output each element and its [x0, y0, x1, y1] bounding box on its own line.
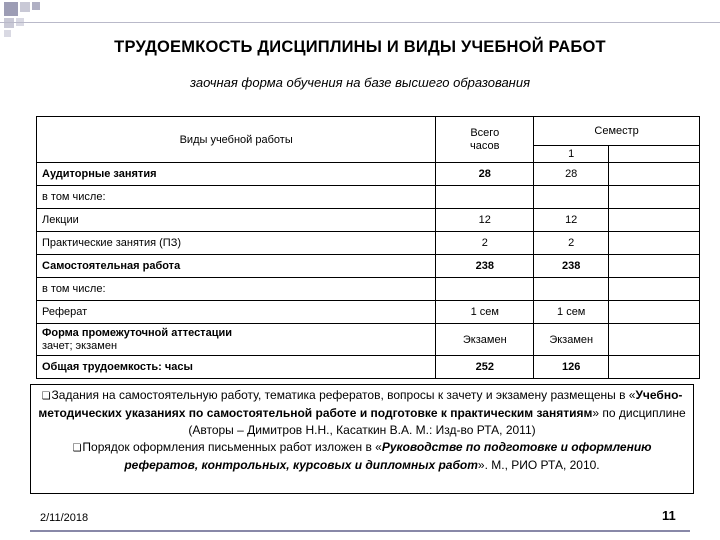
row-sem: 1 сем [534, 301, 609, 324]
row-label: Лекции [37, 209, 436, 232]
row-total: 1 сем [436, 301, 534, 324]
checkbox-bullet-icon: ❏ [41, 391, 51, 402]
note-2-text-b: Руководстве по подготовке и оформлению рефератов, контрольных, курсовых и дипломных работ [124, 440, 652, 472]
header-rule [0, 22, 720, 23]
row-empty [609, 232, 700, 255]
row-empty [609, 255, 700, 278]
row-sem: 12 [534, 209, 609, 232]
row-label: Реферат [37, 301, 436, 324]
table-row [37, 278, 700, 301]
row-empty [609, 186, 700, 209]
row-sem [534, 278, 609, 301]
row-total: 12 [436, 209, 534, 232]
header-semester-num: 1 [534, 146, 609, 163]
page-subtitle: заочная форма обучения на базе высшего образования [189, 75, 531, 90]
table-row [37, 186, 700, 209]
header-total-line1: Всего [470, 126, 500, 139]
note-paragraph-2 [34, 439, 690, 474]
header-total-line2: часов [470, 139, 500, 152]
table-row [37, 255, 700, 278]
table-row [37, 232, 700, 255]
row-sem: 126 [534, 356, 609, 379]
row-total [436, 278, 534, 301]
row-empty [609, 356, 700, 379]
header-total [436, 117, 534, 163]
note-2-text-c: ». М., РИО РТА, 2010. [477, 458, 600, 472]
row-total: 238 [436, 255, 534, 278]
table-row [37, 163, 700, 186]
row-empty [609, 278, 700, 301]
note-2-text-a: Порядок оформления письменных работ изложен в « [82, 440, 382, 454]
row-sem: 238 [534, 255, 609, 278]
row-sem [534, 186, 609, 209]
row-total [436, 186, 534, 209]
row-label [37, 324, 436, 356]
table-row [37, 301, 700, 324]
note-1-text-b: Учебно-методических указаниях по самостоятельной работе и подготовке к практическим занятиям [38, 388, 683, 420]
row-empty [609, 301, 700, 324]
workload-table [36, 116, 700, 379]
row-total: Экзамен [436, 324, 534, 356]
header-kind: Виды учебной работы [37, 117, 436, 163]
row-sem: Экзамен [534, 324, 609, 356]
row-total: 2 [436, 232, 534, 255]
row-label: Практические занятия (ПЗ) [37, 232, 436, 255]
page-title: ТРУДОЕМКОСТЬ ДИСЦИПЛИНЫ И ВИДЫ УЧЕБНОЙ РАБОТ [114, 38, 606, 56]
note-1-text-a: Задания на самостоятельную работу, тематика рефератов, вопросы к зачету и экзамену размещены в « [51, 388, 636, 402]
footer-rule [30, 530, 690, 532]
row-label-line2: зачет; экзамен [42, 339, 118, 352]
row-total: 28 [436, 163, 534, 186]
row-label: Аудиторные занятия [37, 163, 436, 186]
row-label-line1: Форма промежуточной аттестации [42, 326, 232, 339]
table-header-row [37, 117, 700, 146]
assignment-note [30, 384, 694, 494]
page-number: 11 [662, 508, 676, 523]
row-sem: 28 [534, 163, 609, 186]
row-label: в том числе: [37, 278, 436, 301]
footer-date: 2/11/2018 [40, 512, 89, 524]
row-label: Самостоятельная работа [37, 255, 436, 278]
header-semester: Семестр [534, 117, 700, 146]
header-empty [609, 146, 700, 163]
table-row [37, 356, 700, 379]
row-empty [609, 163, 700, 186]
row-label: в том числе: [37, 186, 436, 209]
row-label: Общая трудоемкость: часы [37, 356, 436, 379]
row-empty [609, 209, 700, 232]
table-row [37, 209, 700, 232]
table-row [37, 324, 700, 356]
row-empty [609, 324, 700, 356]
note-1-text-c: » по дисциплине (Авторы – Димитров Н.Н., Касаткин В.А. М.: Изд-во РТА, 2011) [188, 406, 686, 437]
note-paragraph-1 [34, 387, 690, 439]
row-total: 252 [436, 356, 534, 379]
checkbox-bullet-icon: ❏ [72, 443, 82, 454]
row-sem: 2 [534, 232, 609, 255]
